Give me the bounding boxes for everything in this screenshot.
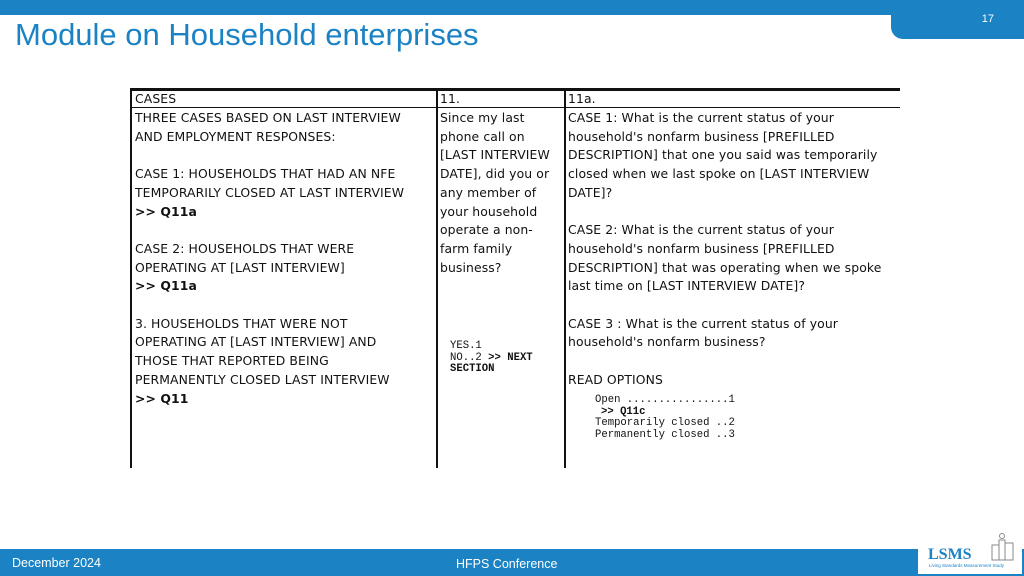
q11-line: any member of (440, 184, 537, 200)
q11-options (450, 341, 560, 376)
case3-line: PERMANENTLY CLOSED LAST INTERVIEW (135, 371, 390, 387)
q11a-case3-line: household's nonfarm business? (568, 334, 766, 350)
logo-text: LSMS (928, 546, 972, 563)
q11-line: DATE], did you or (440, 166, 550, 182)
q11a-case3-line: CASE 3 : What is the current status of your (568, 315, 838, 331)
option-no-skip-section: SECTION (450, 363, 495, 376)
logo-subtitle: Living Standards Measurement Study (929, 563, 1005, 568)
case3-line: 3. HOUSEHOLDS THAT WERE NOT (135, 315, 348, 331)
questionnaire-excerpt (130, 88, 900, 468)
header-cases: CASES (135, 91, 177, 106)
q11a-case1-line: CASE 1: What is the current status of your (568, 110, 834, 125)
q11-line: farm family (440, 240, 513, 256)
page-number: 17 (981, 13, 994, 25)
table-top-rule (130, 88, 900, 91)
case1-skip: >> Q11a (135, 203, 197, 219)
case1-line: TEMPORARILY CLOSED AT LAST INTERVIEW (135, 184, 405, 200)
option-temporarily-closed: Temporarily closed ..2 (595, 417, 735, 430)
option-open: Open ................1 (595, 394, 735, 406)
header-q11a: 11a. (568, 91, 596, 106)
page-number-tab (891, 0, 1024, 39)
column-divider (564, 88, 566, 468)
q11a-case1-line: DATE]? (568, 184, 613, 200)
option-yes: YES.1 (450, 340, 482, 352)
slide-title: Module on Household enterprises (15, 17, 479, 52)
column-divider (436, 88, 438, 468)
intro-line: THREE CASES BASED ON LAST INTERVIEW (135, 110, 401, 125)
option-no: NO..2 (450, 351, 482, 364)
q11a-options (595, 395, 895, 441)
option-open-skip: >> Q11c (601, 405, 646, 418)
footer-conference: HFPS Conference (456, 557, 558, 571)
q11a-case2-line: DESCRIPTION] that was operating when we spoke (568, 259, 882, 275)
case3-line: THOSE THAT REPORTED BEING (135, 353, 329, 369)
q11-column (440, 109, 562, 277)
q11-line: your household (440, 203, 538, 219)
q11-line: [LAST INTERVIEW (440, 147, 550, 163)
case2-line: OPERATING AT [LAST INTERVIEW] (135, 259, 345, 275)
cases-column (135, 109, 433, 408)
q11a-case1-line: DESCRIPTION] that one you said was temporarily (568, 147, 878, 163)
header-rule (130, 107, 900, 108)
q11-line: business? (440, 259, 502, 275)
header-q11: 11. (440, 91, 461, 106)
read-options-label: READ OPTIONS (568, 371, 663, 387)
q11-line: Since my last (440, 110, 525, 125)
q11a-case2-line: last time on [LAST INTERVIEW DATE]? (568, 278, 806, 294)
case2-line: CASE 2: HOUSEHOLDS THAT WERE (135, 240, 355, 256)
q11a-case1-line: household's nonfarm business [PREFILLED (568, 128, 835, 144)
option-permanently-closed: Permanently closed ..3 (595, 428, 735, 441)
case3-skip: >> Q11 (135, 390, 189, 406)
column-divider (130, 88, 132, 468)
intro-line: AND EMPLOYMENT RESPONSES: (135, 128, 336, 144)
q11-line: phone call on (440, 128, 525, 144)
case3-line: OPERATING AT [LAST INTERVIEW] AND (135, 334, 377, 350)
q11-line: operate a non- (440, 222, 533, 238)
q11a-case2-line: CASE 2: What is the current status of your (568, 222, 834, 238)
case2-skip: >> Q11a (135, 278, 197, 294)
top-accent-bar (0, 0, 1024, 15)
q11a-case2-line: household's nonfarm business [PREFILLED (568, 240, 835, 256)
lsms-logo (918, 531, 1022, 574)
option-no-skip: >> NEXT (488, 351, 533, 364)
footer-date: December 2024 (12, 556, 101, 570)
q11a-case1-line: closed when we last spoke on [LAST INTERVIEW (568, 166, 870, 182)
q11a-column (568, 109, 900, 390)
case1-line: CASE 1: HOUSEHOLDS THAT HAD AN NFE (135, 166, 396, 182)
